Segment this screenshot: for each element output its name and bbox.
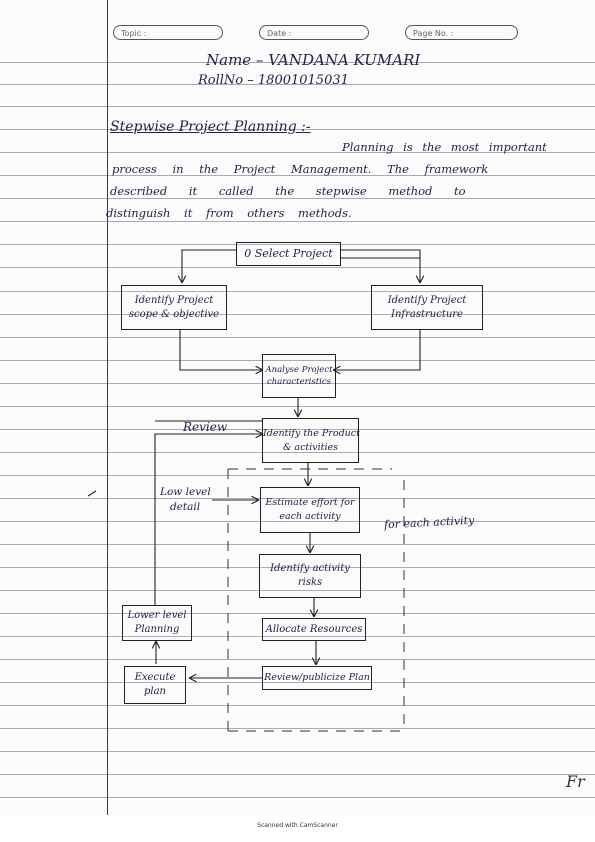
allocate-resources-box: Allocate Resources [262, 618, 366, 641]
paragraph-line-3: described it called the stepwise method to [110, 184, 466, 198]
select-project-box: 0 Select Project [236, 242, 341, 266]
box-line: Analyse Project [265, 365, 333, 375]
box-line: Planning [134, 624, 180, 635]
identify-risks-box [259, 554, 361, 598]
box-line: Identify the Product [263, 427, 360, 439]
roll-number: RollNo – 18001015031 [198, 73, 349, 88]
box-line: characteristics [266, 377, 332, 387]
date-field: Date : [259, 25, 369, 40]
box-line: Lower level [127, 610, 187, 621]
box-line: Identify Project [134, 294, 214, 306]
identify-scope-box [121, 285, 227, 330]
for-each-activity-label: for each activity [383, 513, 475, 532]
student-name: Name – VANDANA KUMARI [206, 51, 421, 69]
page-heading: Stepwise Project Planning :- [110, 119, 311, 135]
label-line: Low level [160, 486, 211, 498]
paragraph-line-2: process in the Project Management. The framework [112, 162, 489, 176]
box-line: & activities [282, 441, 339, 453]
topic-field: Topic : [113, 25, 223, 40]
label-line: detail [170, 501, 201, 513]
box-line: scope & objective [128, 308, 220, 320]
box-line: risks [297, 577, 323, 588]
page-corner-text: Fr [566, 772, 585, 791]
identify-infrastructure-box [371, 285, 483, 330]
box-line: Estimate effort for [265, 497, 355, 508]
low-level-detail-label [160, 485, 211, 515]
paragraph-line-4: distinguish it from others methods. [106, 206, 352, 220]
review-publicize-box: Review/publicize Plan [262, 666, 372, 690]
analyse-characteristics-box [262, 354, 336, 398]
page-no-field: Page No. : [405, 25, 518, 40]
execute-plan-box [124, 666, 186, 704]
box-line: Infrastructure [391, 308, 463, 320]
box-line: each activity [279, 511, 341, 522]
box-line: Execute [134, 672, 176, 683]
estimate-effort-box [260, 487, 360, 533]
identify-products-box [262, 418, 359, 463]
lower-level-planning-box [122, 605, 192, 641]
box-line: Identify activity [270, 563, 350, 574]
review-label: Review [183, 420, 228, 434]
paragraph-line-1: Planning is the most important [342, 140, 547, 154]
scanner-credit: Scanned with CamScanner [257, 822, 338, 829]
box-line: Identify Project [387, 294, 467, 306]
box-line: plan [143, 686, 166, 697]
